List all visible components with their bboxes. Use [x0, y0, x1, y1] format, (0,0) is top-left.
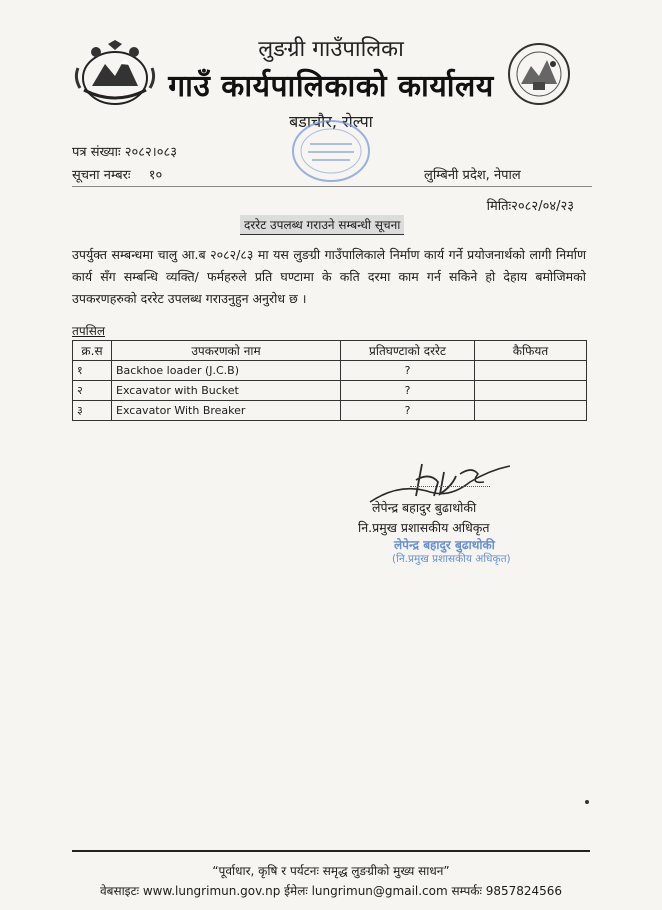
letter-number [72, 142, 177, 160]
province: लुम्बिनी प्रदेश, नेपाल [424, 168, 521, 183]
notice-number-label: सूचना नम्बरः [72, 168, 131, 183]
signatory-title: नि.प्रमुख प्रशासकीय अधिकृत [358, 520, 490, 535]
notice-number-value: १० [148, 168, 163, 183]
table-row [73, 401, 587, 421]
table-caption: तपसिल [72, 324, 106, 338]
row-equipment-name: Backhoe loader (J.C.B) [112, 361, 341, 381]
table-header-row [73, 341, 587, 361]
notice-date: मितिः२०८२/०४/२३ [486, 199, 574, 214]
footer-contact: वेबसाइटः www.lungrimun.gov.np ईमेलः lungrimun@gmail.com सम्पर्कः 9857824566 [99, 884, 563, 898]
municipality-name: लुङग्री गाउँपालिका [258, 37, 404, 62]
col-remarks: कैफियत [475, 341, 587, 361]
signature-line [410, 486, 490, 487]
seal-title: (नि.प्रमुख प्रशासकीय अधिकृत) [392, 553, 511, 565]
table-row [73, 381, 587, 401]
letter-number-label: पत्र संख्याः [72, 145, 121, 160]
row-serial: ३ [73, 401, 112, 421]
equipment-table [72, 340, 587, 421]
office-location: बडाचौर, रोल्पा [289, 112, 373, 131]
footer-motto: “पूर्वाधार, कृषि र पर्यटनः समृद्ध लुङग्रीको मुख्य साधन” [212, 864, 450, 878]
row-rate: ? [341, 401, 475, 421]
footer-divider [72, 850, 590, 852]
row-rate: ? [341, 381, 475, 401]
notice-body: उपर्युक्त सम्बन्धमा चालु आ.ब २०८२/८३ मा यस लुङग्री गाउँपालिकाले निर्माण कार्य गर्ने प्रयोजनार्थको लागी निर्माण कार्य सँग सम्बन्धि व्यक्ति/ फर्महरुले प्रति घण्टामा के कति दरमा काम गर्न सकिने हो देहाय बमोजिमको उपकरणहरुको दररेट उपलब्ध गराउनुहुन अनुरोध छ । [72, 247, 586, 306]
letter-number-value: २०८२।०८३ [124, 145, 178, 160]
office-stamp-icon [288, 116, 374, 186]
row-serial: २ [73, 381, 112, 401]
col-hourly-rate: प्रतिघण्टाको दररेट [341, 341, 475, 361]
notice-subject: दररेट उपलब्ध गराउने सम्बन्धी सूचना [240, 215, 404, 235]
table-row [73, 361, 587, 381]
col-serial: क्र.स [73, 341, 112, 361]
office-name: गाउँ कार्यपालिकाको कार्यालय [168, 69, 494, 104]
row-equipment-name: Excavator With Breaker [112, 401, 341, 421]
row-serial: १ [73, 361, 112, 381]
signatory-name: लेपेन्द्र बहादुर बुढाथोकी [372, 500, 477, 515]
stray-mark [585, 800, 589, 804]
col-equipment-name: उपकरणको नाम [112, 341, 341, 361]
row-remarks [475, 361, 587, 381]
row-remarks [475, 401, 587, 421]
row-rate: ? [341, 361, 475, 381]
row-equipment-name: Excavator with Bucket [112, 381, 341, 401]
seal-name: लेपेन्द्र बहादुर बुढाथोकी [394, 538, 495, 552]
row-remarks [475, 381, 587, 401]
header-divider [72, 186, 592, 187]
notice-number [72, 165, 162, 183]
